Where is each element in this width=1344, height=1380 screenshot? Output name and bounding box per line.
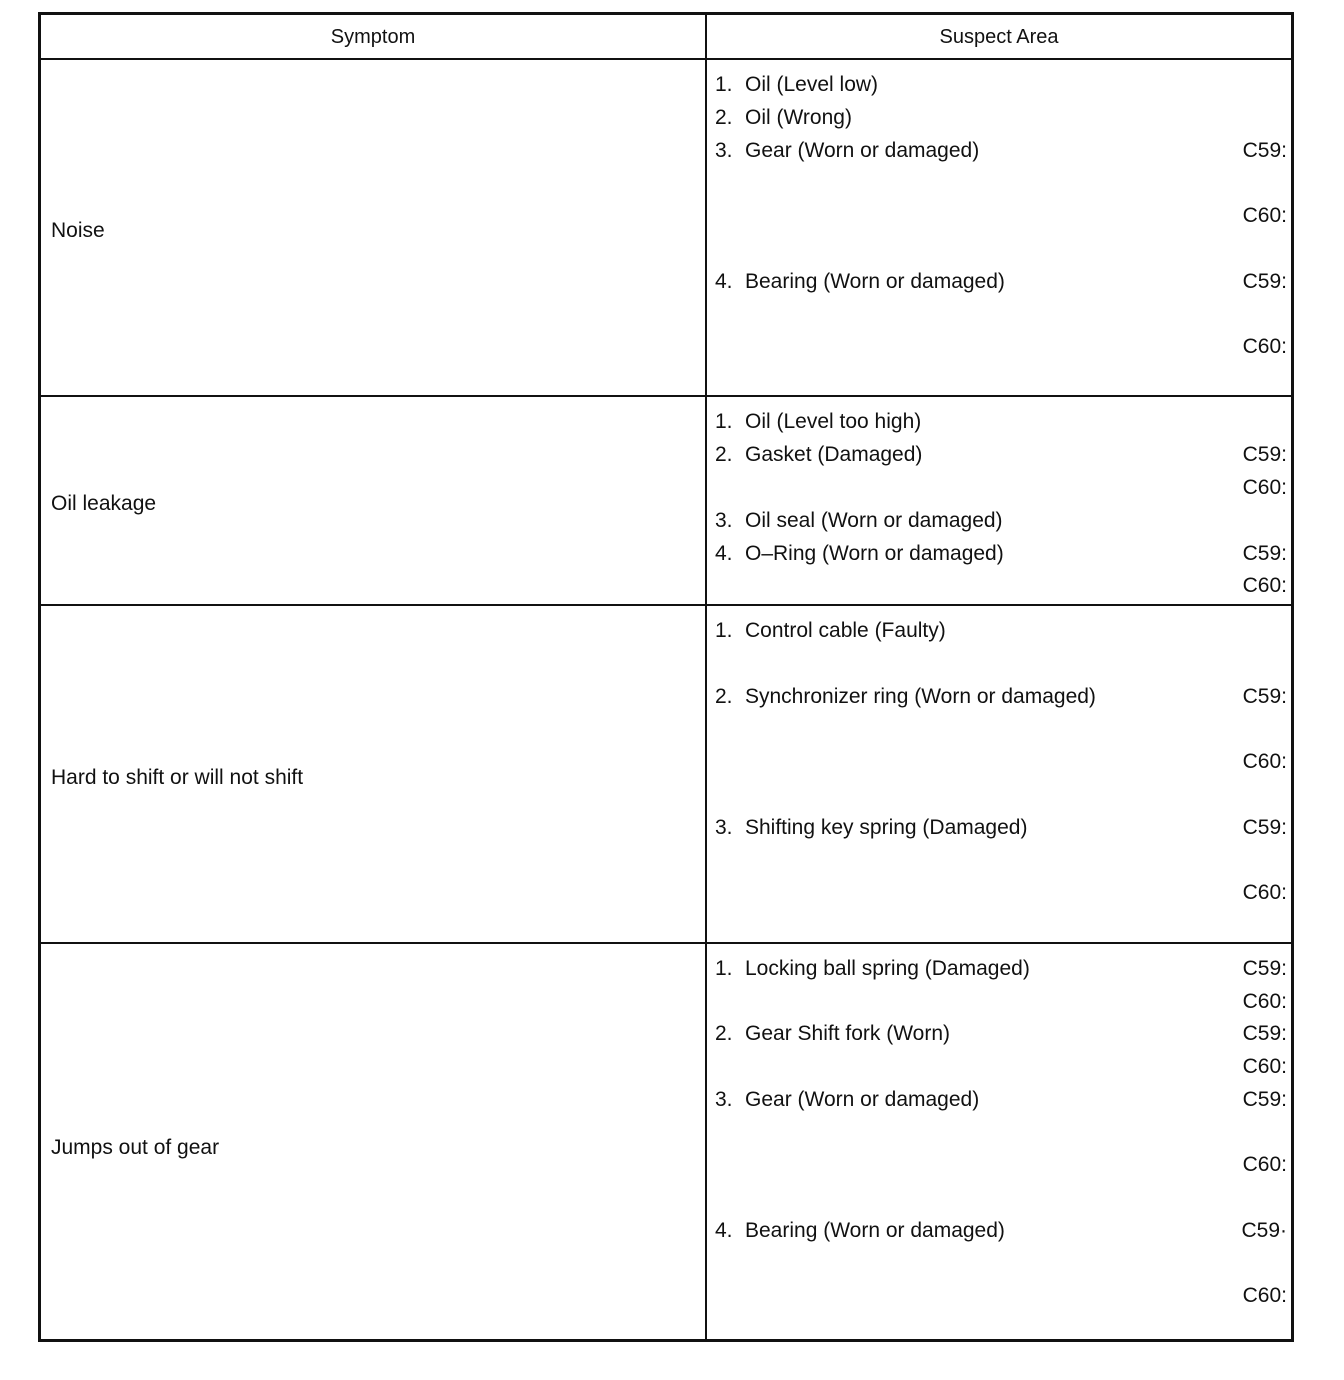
page-reference: C59: <box>1242 1088 1287 1111</box>
symptom-jumps-out-of-gear: Jumps out of gear <box>51 1136 220 1159</box>
header-suspect-area: Suspect Area <box>939 26 1059 48</box>
suspect-item <box>715 1088 979 1112</box>
item-text: Gear (Worn or damaged) <box>745 139 980 162</box>
suspect-item <box>715 106 852 130</box>
page-reference: C59: <box>1242 139 1287 162</box>
row-divider <box>41 604 1291 606</box>
page-reference: C60: <box>1242 750 1287 773</box>
symptom-hard-to-shift: Hard to shift or will not shift <box>51 766 304 789</box>
page-reference: C59: <box>1242 542 1287 565</box>
suspect-item <box>715 619 946 643</box>
item-text: Oil seal (Worn or damaged) <box>745 509 1003 532</box>
header-symptom: Symptom <box>330 26 416 48</box>
suspect-item <box>715 410 921 434</box>
header-divider <box>41 58 1291 60</box>
page-reference: C60: <box>1242 476 1287 499</box>
page-reference: C60: <box>1242 990 1287 1013</box>
item-text: Shifting key spring (Damaged) <box>745 816 1028 839</box>
symptom-noise: Noise <box>51 219 105 242</box>
page-reference: C60: <box>1242 204 1287 227</box>
item-number: 1. <box>715 73 733 96</box>
page-reference: C59: <box>1242 1022 1287 1045</box>
item-number: 3. <box>715 139 733 162</box>
page-reference: C59: <box>1242 957 1287 980</box>
item-text: Gear (Worn or damaged) <box>745 1088 980 1111</box>
suspect-item <box>715 1022 950 1046</box>
page-reference: C59: <box>1242 270 1287 293</box>
suspect-item <box>715 270 1005 294</box>
item-number: 1. <box>715 619 733 642</box>
suspect-item <box>715 139 979 163</box>
page-reference: C60: <box>1242 1153 1287 1176</box>
item-number: 4. <box>715 270 733 293</box>
suspect-item <box>715 816 1027 840</box>
suspect-item <box>715 443 922 467</box>
suspect-item <box>715 542 1004 566</box>
item-text: Bearing (Worn or damaged) <box>745 270 1005 293</box>
item-text: Oil (Wrong) <box>745 106 852 129</box>
page-reference: C60: <box>1242 881 1287 904</box>
item-number: 4. <box>715 542 733 565</box>
item-number: 3. <box>715 509 733 532</box>
item-text: Synchronizer ring (Worn or damaged) <box>745 685 1096 708</box>
item-number: 1. <box>715 957 733 980</box>
item-text: Oil (Level too high) <box>745 410 922 433</box>
row-divider <box>41 942 1291 944</box>
item-number: 3. <box>715 816 733 839</box>
suspect-item <box>715 509 1003 533</box>
symptom-table <box>38 12 1294 1342</box>
page-reference: C60: <box>1242 574 1287 597</box>
item-number: 4. <box>715 1219 733 1242</box>
item-number: 3. <box>715 1088 733 1111</box>
suspect-item <box>715 1219 1005 1243</box>
item-number: 2. <box>715 106 733 129</box>
item-number: 1. <box>715 410 733 433</box>
page-reference: C60: <box>1242 1284 1287 1307</box>
item-text: Locking ball spring (Damaged) <box>745 957 1030 980</box>
suspect-item <box>715 73 878 97</box>
column-divider <box>705 15 707 1339</box>
item-number: 2. <box>715 685 733 708</box>
row-divider <box>41 395 1291 397</box>
item-text: Control cable (Faulty) <box>745 619 946 642</box>
page-reference: C59: <box>1242 443 1287 466</box>
item-text: Bearing (Worn or damaged) <box>745 1219 1005 1242</box>
page-reference: C59· <box>1241 1219 1287 1242</box>
item-text: Oil (Level low) <box>745 73 879 96</box>
page-reference: C60: <box>1242 1055 1287 1078</box>
item-text: Gasket (Damaged) <box>745 443 923 466</box>
page-reference: C59: <box>1242 816 1287 839</box>
item-number: 2. <box>715 1022 733 1045</box>
page-reference: C59: <box>1242 685 1287 708</box>
suspect-item <box>715 957 1030 981</box>
suspect-item <box>715 685 1096 709</box>
item-number: 2. <box>715 443 733 466</box>
item-text: Gear Shift fork (Worn) <box>745 1022 950 1045</box>
item-text: O–Ring (Worn or damaged) <box>745 542 1004 565</box>
page-reference: C60: <box>1242 335 1287 358</box>
symptom-oil-leakage: Oil leakage <box>51 492 157 515</box>
